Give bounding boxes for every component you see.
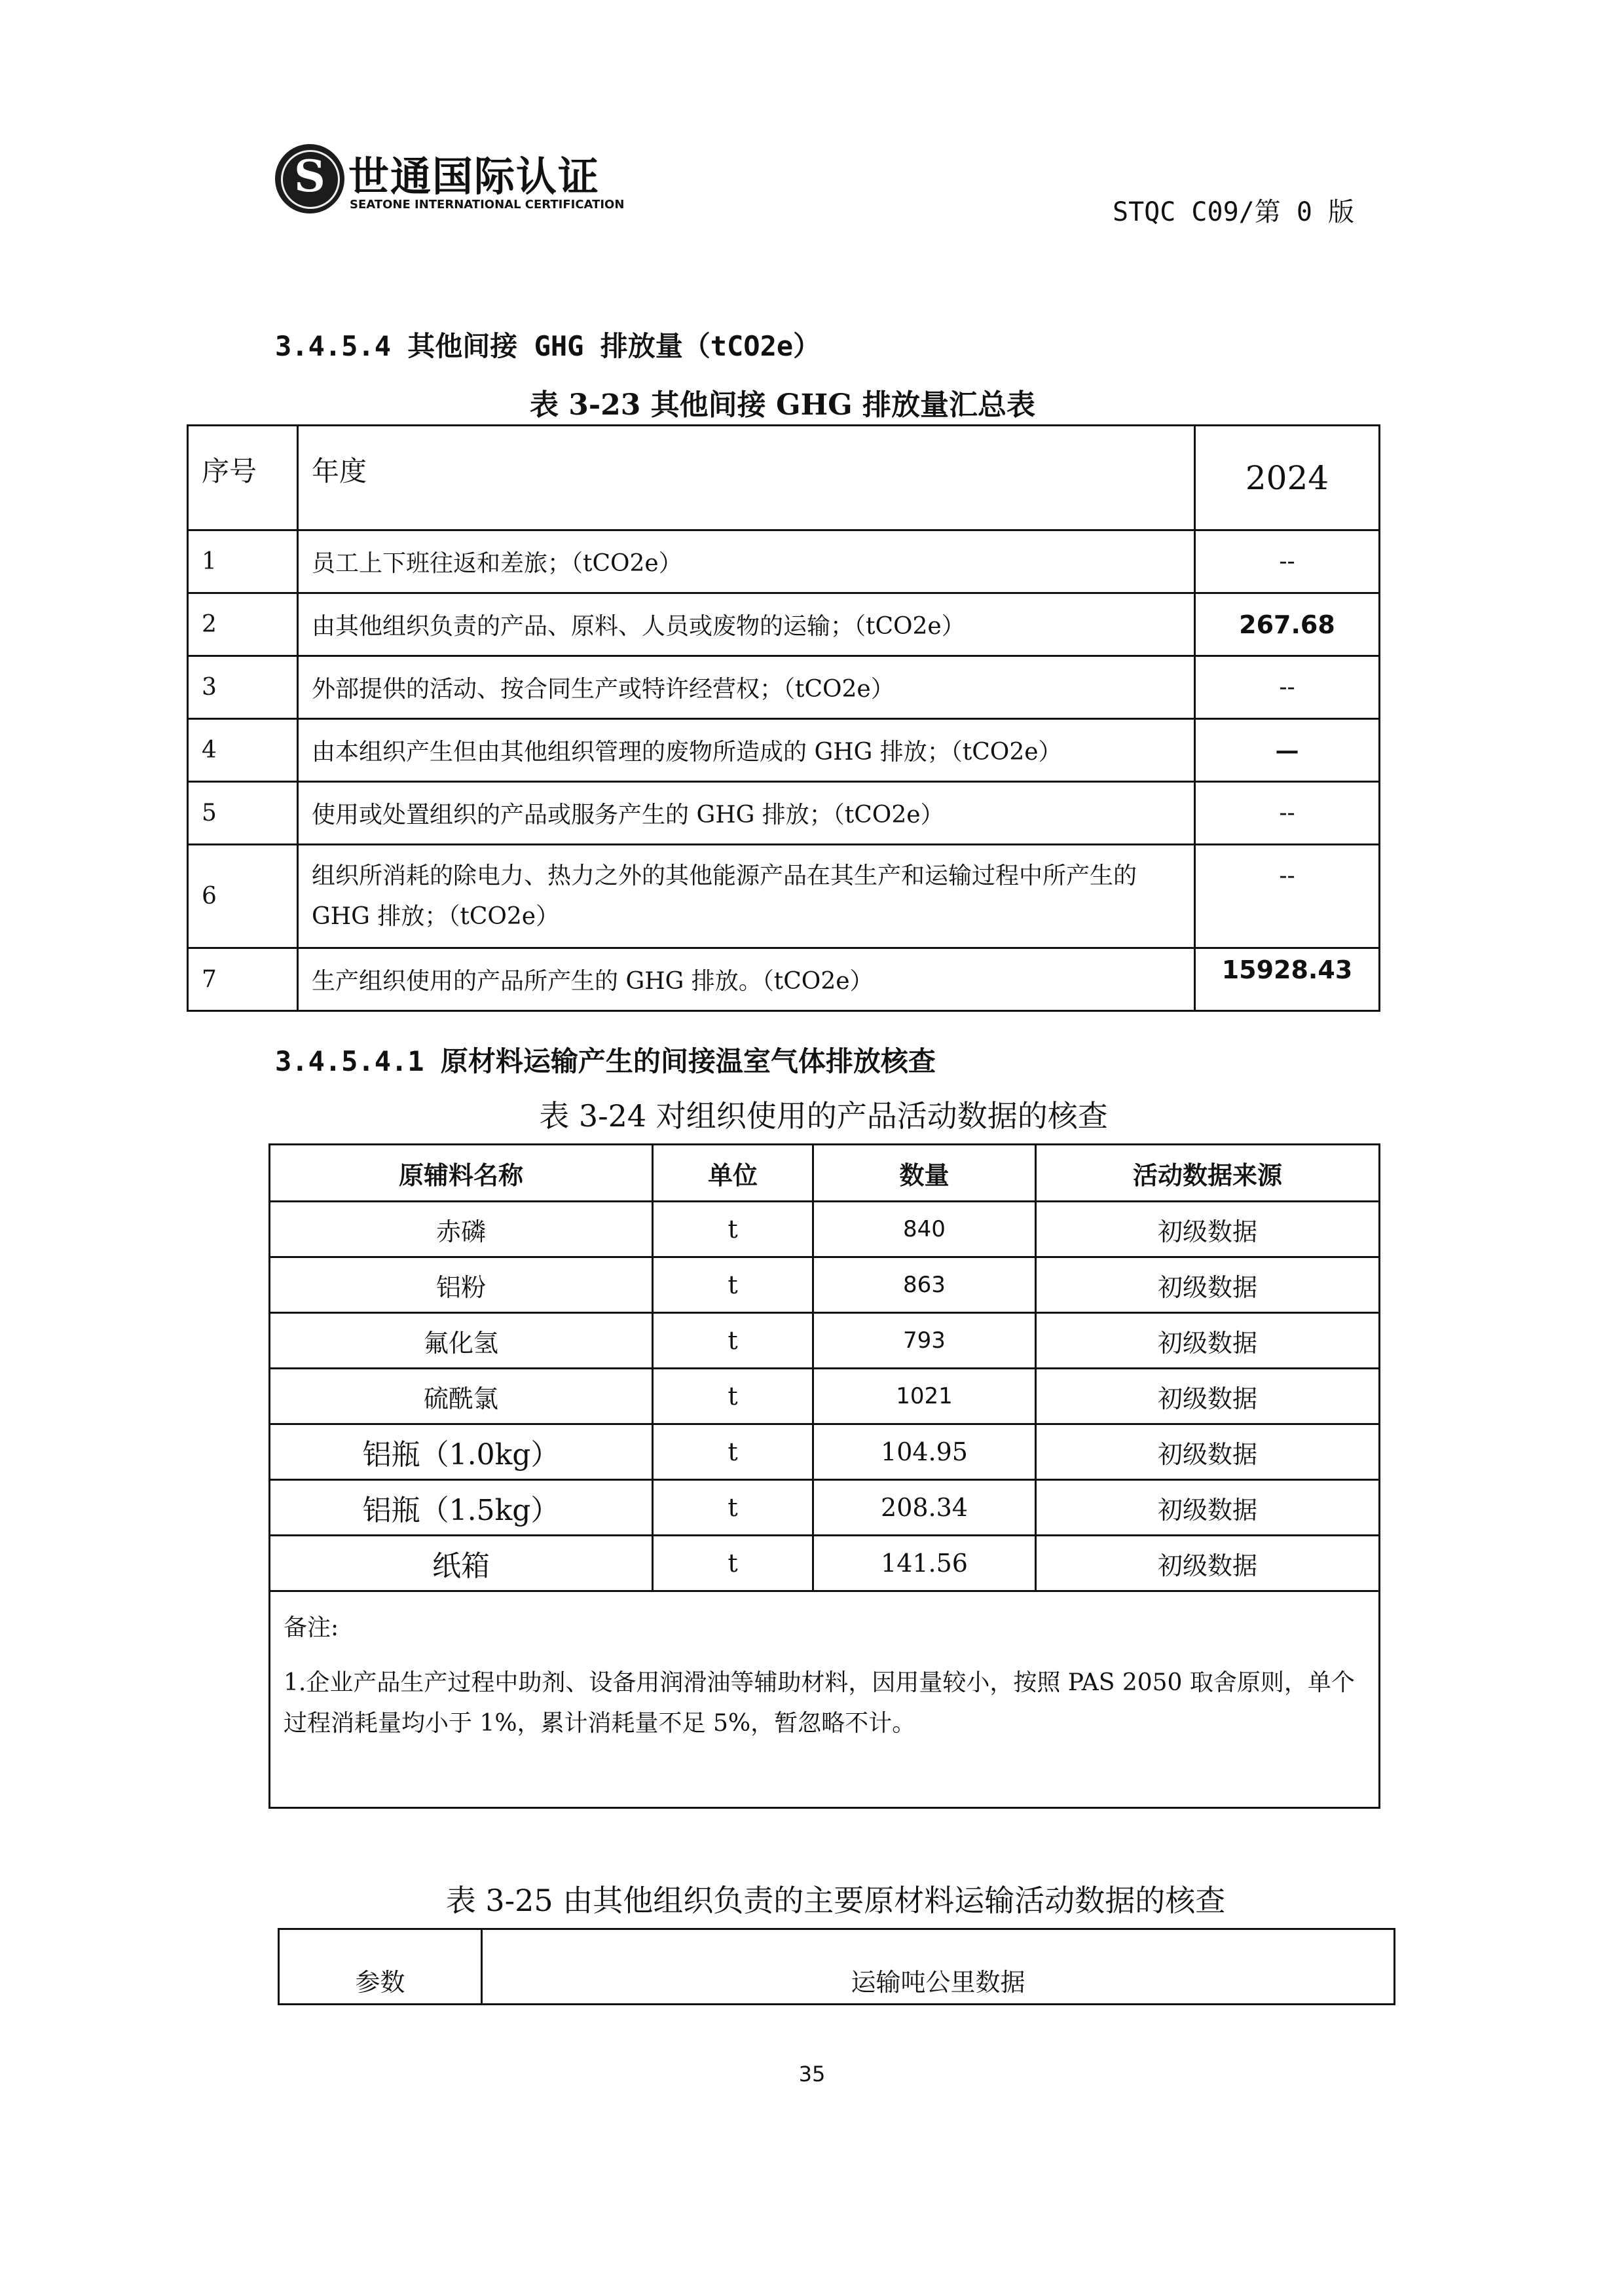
table-note — [270, 1591, 1380, 1808]
unit: t — [653, 1369, 813, 1424]
transport-activity-table — [278, 1928, 1395, 2005]
table-row — [270, 1202, 1380, 1257]
unit: t — [653, 1536, 813, 1591]
header-item: 年度 — [298, 426, 1195, 530]
row-value: -- — [1195, 845, 1380, 948]
table-row — [188, 593, 1380, 656]
unit: t — [653, 1424, 813, 1480]
row-no: 5 — [188, 782, 298, 845]
table-row — [270, 1536, 1380, 1591]
header-no: 序号 — [188, 426, 298, 530]
material-name: 氟化氢 — [270, 1313, 653, 1369]
section-title: 3.4.5.4 其他间接 GHG 排放量（tCO2e） — [275, 330, 821, 362]
row-no: 2 — [188, 593, 298, 656]
material-name: 铝瓶（1.5kg） — [270, 1480, 653, 1536]
row-no: 7 — [188, 948, 298, 1011]
material-name: 铝粉 — [270, 1257, 653, 1313]
row-item: 组织所消耗的除电力、热力之外的其他能源产品在其生产和运输过程中所产生的 GHG 排放；（tCO2e） — [298, 845, 1195, 948]
row-item: 由其他组织负责的产品、原料、人员或废物的运输；（tCO2e） — [298, 593, 1195, 656]
quantity: 208.34 — [813, 1480, 1036, 1536]
row-no: 1 — [188, 530, 298, 593]
header-quantity: 数量 — [813, 1145, 1036, 1202]
row-item: 生产组织使用的产品所产生的 GHG 排放。（tCO2e） — [298, 948, 1195, 1011]
quantity: 863 — [813, 1257, 1036, 1313]
data-source: 初级数据 — [1036, 1536, 1380, 1591]
row-value: 267.68 — [1195, 593, 1380, 656]
row-no: 4 — [188, 719, 298, 782]
header-data-source: 活动数据来源 — [1036, 1145, 1380, 1202]
table-row — [188, 530, 1380, 593]
table-header-row — [279, 1929, 1395, 2005]
table-25-caption: 表 3-25 由其他组织负责的主要原材料运输活动数据的核查 — [445, 1883, 1226, 1918]
material-name: 赤磷 — [270, 1202, 653, 1257]
table-23-caption: 表 3-23 其他间接 GHG 排放量汇总表 — [529, 388, 1036, 422]
company-logo — [275, 141, 625, 220]
data-source: 初级数据 — [1036, 1313, 1380, 1369]
row-value: -- — [1195, 656, 1380, 719]
header-year: 2024 — [1195, 426, 1380, 530]
logo-chinese-name: 世通国际认证 — [348, 153, 600, 200]
data-source: 初级数据 — [1036, 1369, 1380, 1424]
quantity: 1021 — [813, 1369, 1036, 1424]
table-row — [188, 845, 1380, 948]
table-row — [270, 1424, 1380, 1480]
table-row — [188, 656, 1380, 719]
row-no: 3 — [188, 656, 298, 719]
logo-english-name: SEATONE INTERNATIONAL CERTIFICATION — [350, 198, 625, 212]
data-source: 初级数据 — [1036, 1424, 1380, 1480]
quantity: 141.56 — [813, 1536, 1036, 1591]
row-item: 由本组织产生但由其他组织管理的废物所造成的 GHG 排放；（tCO2e） — [298, 719, 1195, 782]
document-code: STQC C09/第 0 版 — [1113, 197, 1354, 227]
quantity: 793 — [813, 1313, 1036, 1369]
row-value: -- — [1195, 530, 1380, 593]
row-value: 15928.43 — [1195, 948, 1380, 1011]
row-item: 员工上下班往返和差旅；（tCO2e） — [298, 530, 1195, 593]
page-number: 35 — [798, 2062, 826, 2086]
table-header-row — [270, 1145, 1380, 1202]
row-value: — — [1195, 719, 1380, 782]
table-row — [270, 1480, 1380, 1536]
row-item: 使用或处置组织的产品或服务产生的 GHG 排放；（tCO2e） — [298, 782, 1195, 845]
quantity: 104.95 — [813, 1424, 1036, 1480]
subsection-title: 3.4.5.4.1 原材料运输产生的间接温室气体排放核查 — [275, 1045, 936, 1077]
product-activity-table — [268, 1143, 1380, 1809]
row-value: -- — [1195, 782, 1380, 845]
note-text: 1.企业产品生产过程中助剂、设备用润滑油等辅助材料，因用量较小，按照 PAS 2050 取舍原则，单个过程消耗量均小于 1%，累计消耗量不足 5%，暂忽略不计。 — [284, 1669, 1355, 1737]
header-ton-km-data: 运输吨公里数据 — [482, 1929, 1395, 2005]
table-row — [188, 719, 1380, 782]
quantity: 840 — [813, 1202, 1036, 1257]
data-source: 初级数据 — [1036, 1480, 1380, 1536]
unit: t — [653, 1313, 813, 1369]
table-row — [188, 948, 1380, 1011]
header-material-name: 原辅料名称 — [270, 1145, 653, 1202]
seal-icon: S — [275, 144, 344, 213]
table-row — [270, 1369, 1380, 1424]
material-name: 纸箱 — [270, 1536, 653, 1591]
row-item: 外部提供的活动、按合同生产或特许经营权；（tCO2e） — [298, 656, 1195, 719]
unit: t — [653, 1257, 813, 1313]
note-label: 备注: — [284, 1614, 339, 1641]
table-24-caption: 表 3-24 对组织使用的产品活动数据的核查 — [539, 1098, 1108, 1134]
header-unit: 单位 — [653, 1145, 813, 1202]
header-parameter: 参数 — [279, 1929, 482, 2005]
data-source: 初级数据 — [1036, 1202, 1380, 1257]
row-no: 6 — [188, 845, 298, 948]
ghg-summary-table — [187, 424, 1380, 1012]
data-source: 初级数据 — [1036, 1257, 1380, 1313]
table-header-row — [188, 426, 1380, 530]
unit: t — [653, 1480, 813, 1536]
table-row — [270, 1257, 1380, 1313]
table-row — [188, 782, 1380, 845]
table-row — [270, 1313, 1380, 1369]
table-note-row — [270, 1591, 1380, 1808]
material-name: 铝瓶（1.0kg） — [270, 1424, 653, 1480]
material-name: 硫酰氯 — [270, 1369, 653, 1424]
unit: t — [653, 1202, 813, 1257]
